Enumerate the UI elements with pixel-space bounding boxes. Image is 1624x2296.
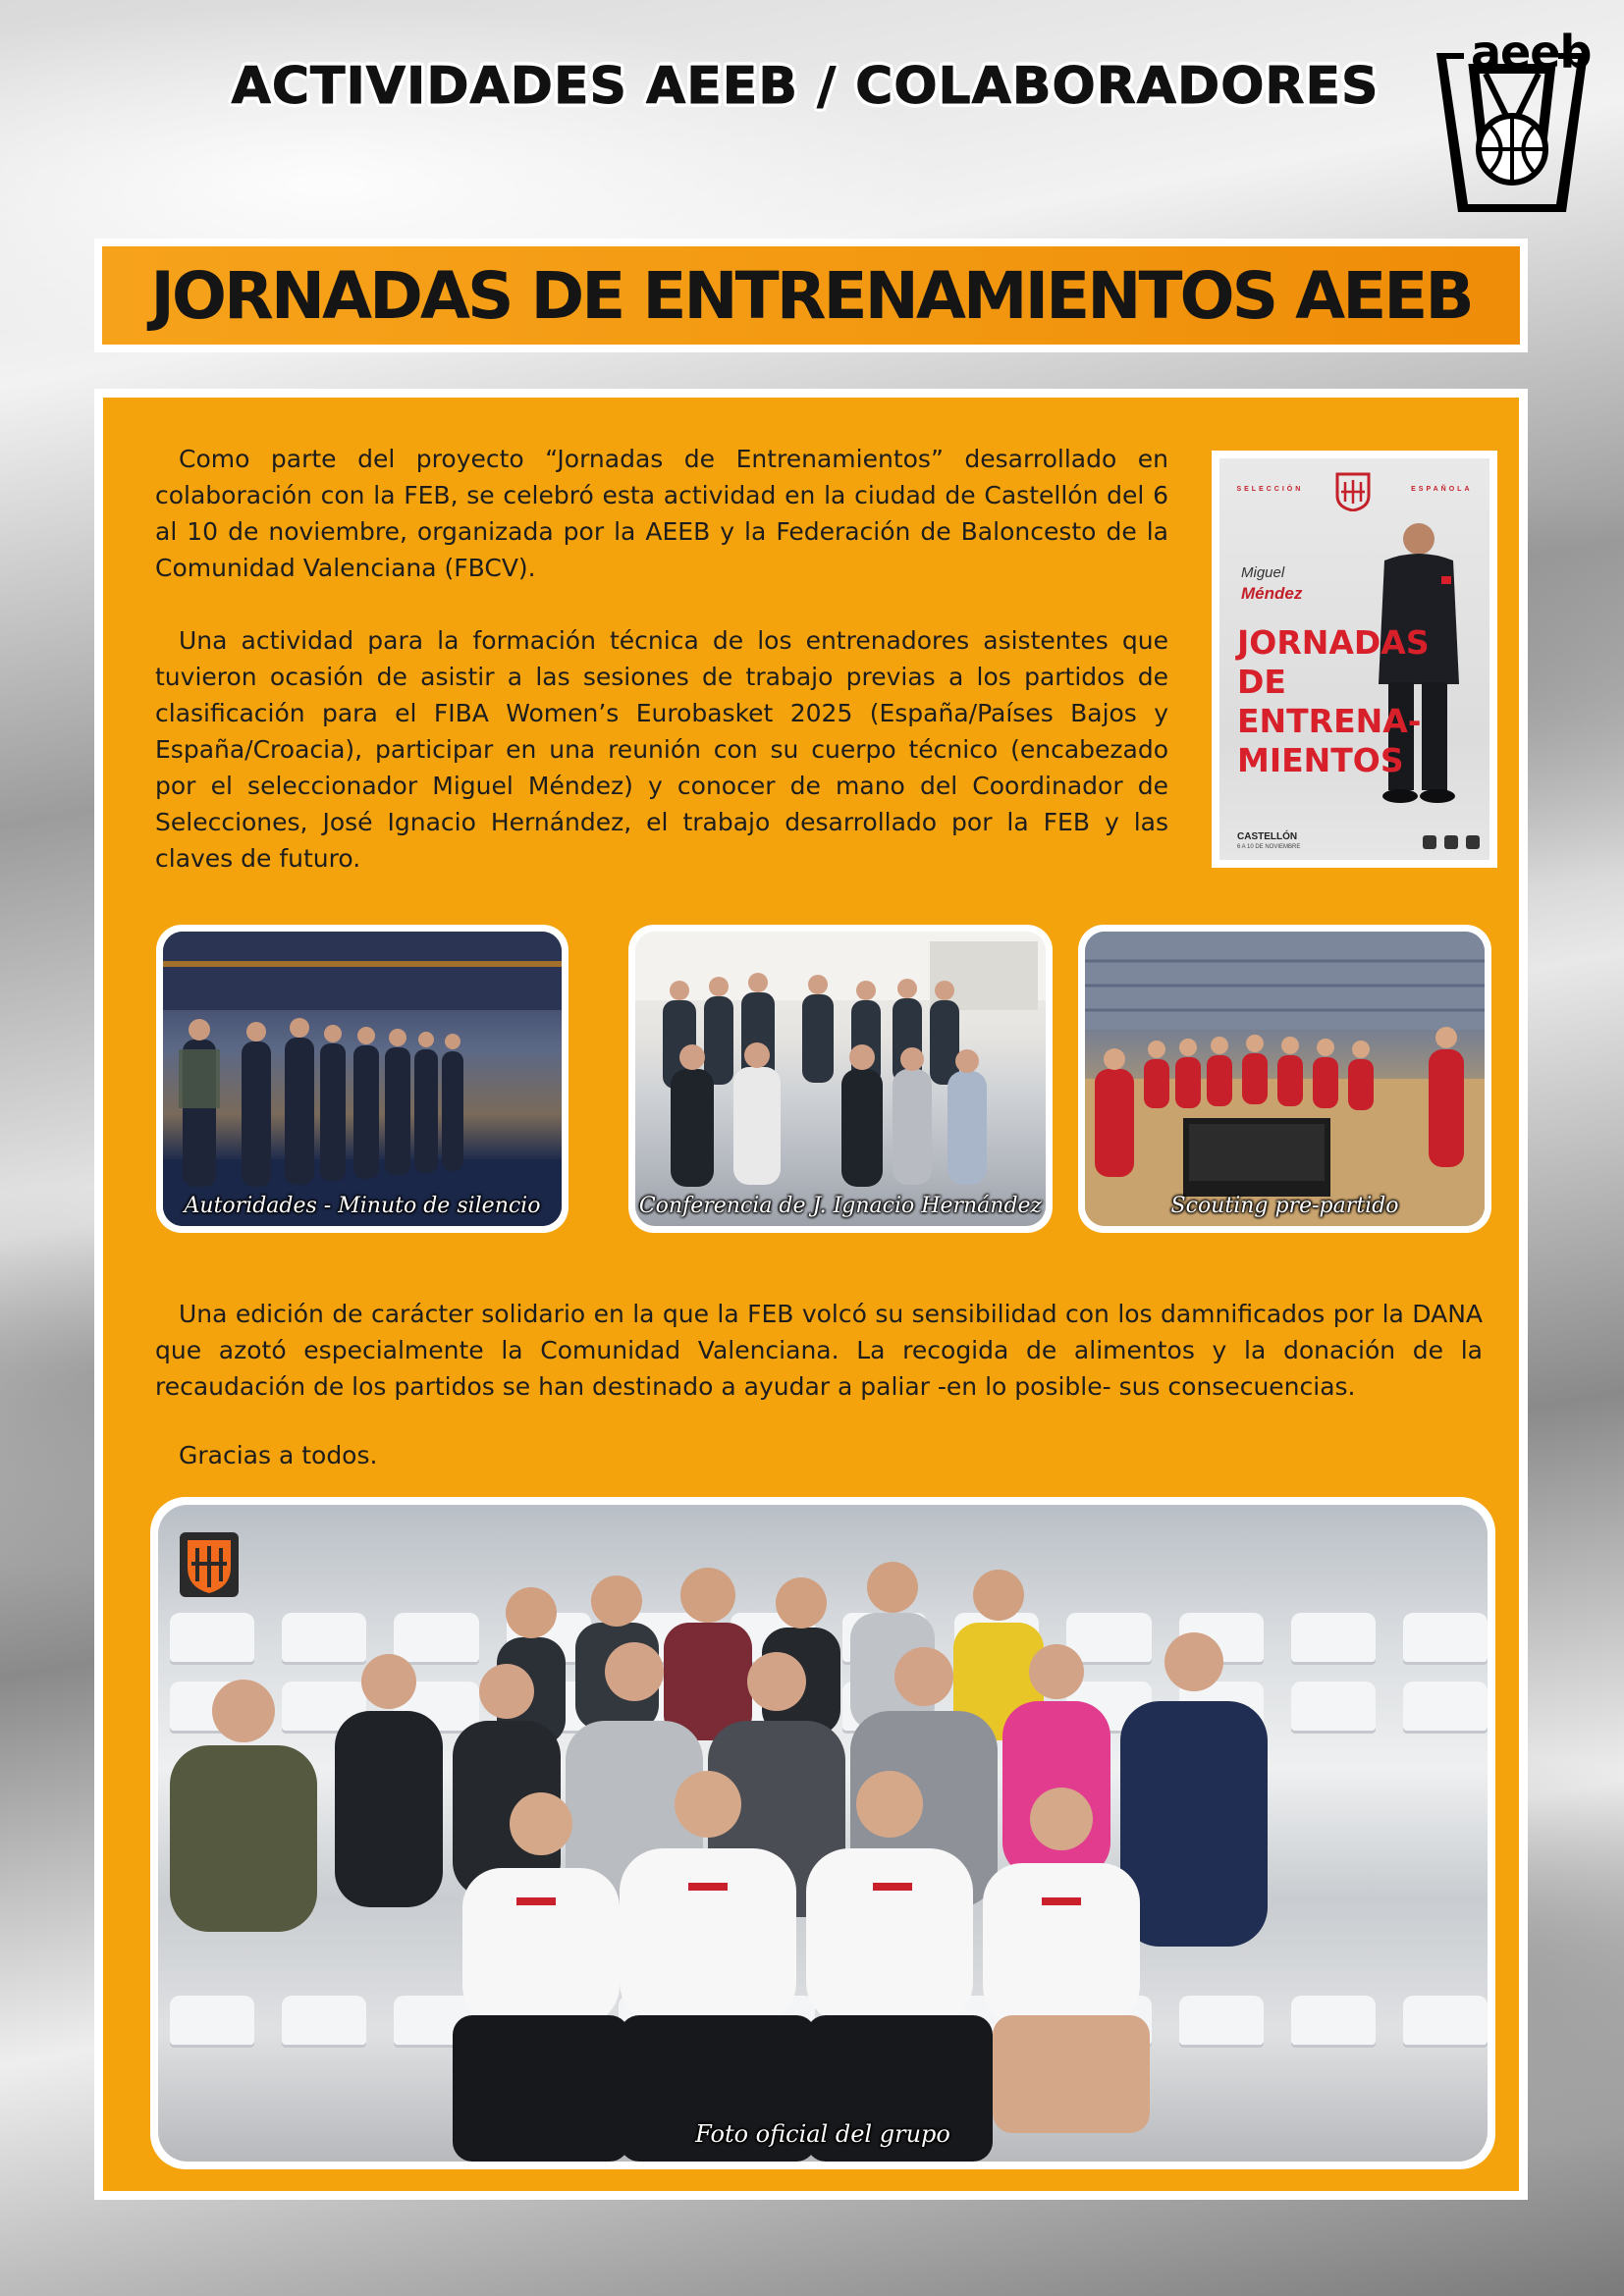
poster-top-left: SELECCIÓN xyxy=(1236,486,1304,493)
group-people xyxy=(158,1505,1488,2162)
paragraph-intro: Como parte del proyecto “Jornadas de Entrenamientos” desarrollado en colaboración con la FEB, se celebró esta actividad en la ciudad de Castellón del 6 al 10 de noviembre, organizada por la AEEB y la Federación de Baloncesto de la Comunidad Valenciana (FBCV). xyxy=(155,445,1168,582)
poster-top-right: ESPAÑOLA xyxy=(1411,486,1473,493)
banner-title: JORNADAS DE ENTRENAMIENTOS AEEB xyxy=(150,257,1472,334)
authorities-scene xyxy=(163,932,562,1226)
poster-last-name: Méndez xyxy=(1241,584,1303,603)
content-panel xyxy=(94,389,1528,2200)
photo-caption-conference: Conferencia de J. Ignacio Hernández xyxy=(638,1194,1043,1218)
conference-scene xyxy=(635,932,1046,1226)
poster-dates: 6 A 10 DE NOVIEMBRE xyxy=(1237,844,1301,850)
feb-logo-icon xyxy=(180,1532,239,1597)
event-poster xyxy=(1212,451,1497,868)
poster-first-name: Miguel xyxy=(1241,564,1285,581)
poster-city: CASTELLÓN xyxy=(1237,831,1298,842)
scouting-scene xyxy=(1085,932,1485,1226)
title-banner xyxy=(94,239,1528,352)
photo-conference xyxy=(628,925,1053,1233)
paragraph-thanks: Gracias a todos. xyxy=(179,1441,378,1469)
photo-authorities xyxy=(156,925,568,1233)
feb-badge-icon xyxy=(1335,472,1371,511)
photo-caption-group: Foto oficial del grupo xyxy=(695,2120,950,2148)
aeeb-logo-text: aeeb xyxy=(1471,26,1592,79)
photo-group-official xyxy=(150,1497,1495,2169)
poster-headline: JORNADAS DE ENTRENA- MIENTOS xyxy=(1237,623,1430,779)
paragraph-solidarity: Una edición de carácter solidario en la que la FEB volcó su sensibilidad con los damnificados por la DANA que azotó especialmente la Comunidad Valenciana. La recogida de alimentos y la donación de la recaudación de los partidos se han destinado a ayudar a paliar -en lo posible- sus consecuencias. xyxy=(155,1300,1483,1401)
page-header-title: ACTIVIDADES AEEB / COLABORADORES xyxy=(231,57,1380,116)
photo-caption-authorities: Autoridades - Minuto de silencio xyxy=(184,1194,541,1218)
photo-scouting xyxy=(1078,925,1491,1233)
photo-caption-scouting: Scouting pre-partido xyxy=(1170,1194,1399,1218)
poster-sponsor-logos xyxy=(1423,835,1480,849)
paragraph-activity: Una actividad para la formación técnica de los entrenadores asistentes que tuvieron ocasión de asistir a las sesiones de trabajo previas a los partidos de clasificación para el FIBA Women’s Eurobasket 2025 (España/Países Bajos y España/Croacia), participar en una reunión con su cuerpo técnico (encabezado por el seleccionador Miguel Méndez) y conocer de mano del Coordinador de Selecciones, José Ignacio Hernández, el trabajo desarrollado por la FEB y las claves de futuro. xyxy=(155,626,1168,873)
